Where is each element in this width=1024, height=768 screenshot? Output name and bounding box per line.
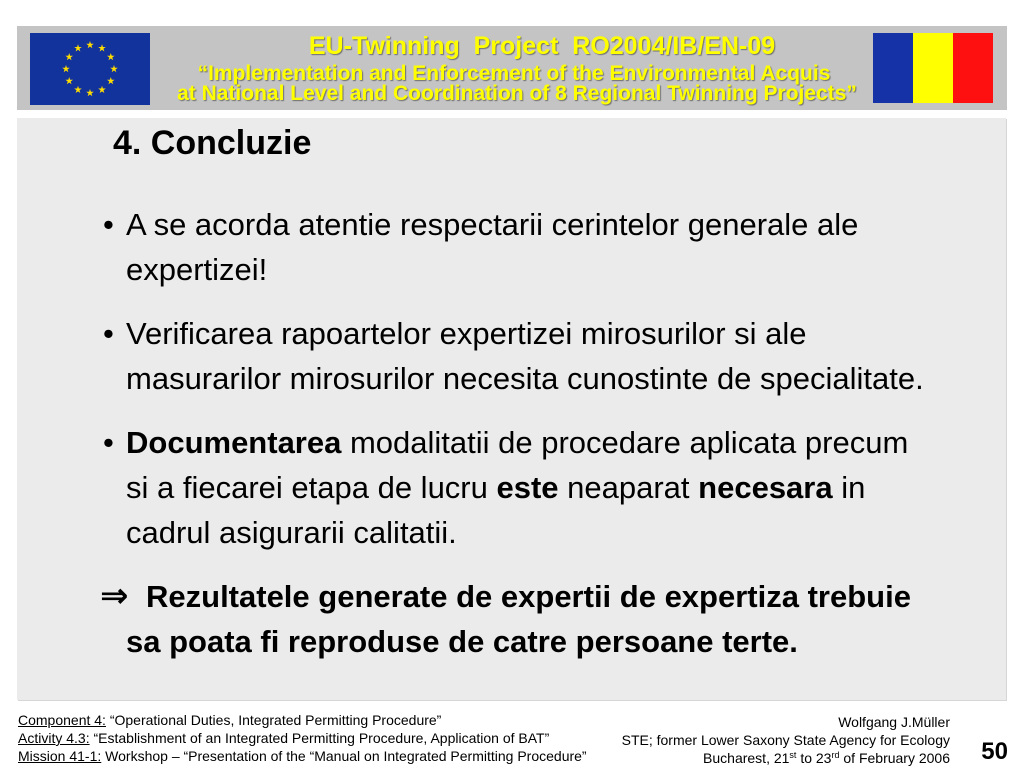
bullet-item — [17, 311, 1006, 401]
bullet-text: Rezultatele generate de expertii de expertiza trebuie — [146, 579, 911, 614]
bullet-emphasis: necesara — [698, 470, 833, 505]
footer-text: “Operational Duties, Integrated Permitting Procedure” — [105, 712, 442, 728]
footer-activity-info — [18, 711, 587, 765]
footer-label: Component 4: — [18, 712, 106, 728]
bullet-text: Verificarea rapoartelor expertizei mirosurilor si ale — [126, 316, 807, 351]
eu-flag-icon — [30, 33, 150, 105]
bullet-item — [17, 420, 1006, 555]
bullet-line — [126, 619, 1006, 664]
bullet-line — [126, 420, 1006, 465]
bullet-line — [126, 356, 1006, 401]
date-text: Bucharest, 21 — [703, 750, 790, 766]
date-ordinal: rd — [831, 750, 840, 760]
author-name: Wolfgang J.Müller — [838, 714, 950, 730]
romania-flag-icon — [873, 33, 993, 103]
bullet-text: modalitatii de procedare aplicata precum — [341, 425, 909, 460]
header-banner — [17, 26, 1007, 110]
bullet-marker: • — [103, 316, 114, 351]
date-text: of February 2006 — [839, 750, 950, 766]
project-subtitle-line-2: at National Level and Coordination of 8 Regional Twinning Projects” — [177, 82, 857, 105]
bullet-line — [126, 574, 1006, 619]
footer-component-line — [18, 711, 587, 729]
footer-mission-line — [18, 747, 587, 765]
flag-stripe-yellow — [913, 33, 953, 103]
bullet-emphasis: este — [496, 470, 559, 505]
flag-stripe-blue — [873, 33, 913, 103]
double-arrow-icon: ⇒ — [100, 576, 129, 616]
bullet-text: si a fiecarei etapa de lucru — [126, 470, 497, 505]
footer-text: “Establishment of an Integrated Permitting Procedure, Application of BAT” — [89, 730, 550, 746]
bullet-text: neaparat — [558, 470, 699, 505]
bullet-text: A se acorda atentie respectarii cerintelor generale ale — [126, 207, 859, 242]
bullet-emphasis: Documentarea — [126, 425, 342, 460]
date-ordinal: st — [789, 750, 797, 760]
event-date — [622, 749, 950, 767]
footer-author-info — [622, 713, 950, 767]
bullet-marker: • — [103, 207, 114, 242]
bullet-marker: • — [103, 425, 114, 460]
bullet-text: cadrul asigurarii calitatii. — [126, 515, 457, 550]
conclusion-item — [17, 574, 1006, 664]
author-affiliation: STE; former Lower Saxony State Agency for Ecology — [621, 732, 950, 748]
footer-text: Workshop – “Presentation of the “Manual on Integrated Permitting Procedure” — [101, 748, 587, 764]
date-text: to 23 — [796, 750, 832, 766]
bullet-text: in — [832, 470, 866, 505]
footer-activity-line — [18, 729, 587, 747]
bullet-line — [126, 202, 1006, 247]
bullet-line — [126, 465, 1006, 510]
project-title: EU-Twinning Project RO2004/IB/EN-09 — [308, 32, 776, 60]
bullet-text: masurarilor mirosurilor necesita cunostinte de specialitate. — [126, 361, 924, 396]
page-number: 50 — [981, 738, 1008, 765]
bullet-item — [17, 202, 1006, 292]
bullet-line — [126, 510, 1006, 555]
bullet-line — [126, 311, 1006, 356]
slide-title: 4. Concluzie — [113, 124, 312, 162]
footer-label: Activity 4.3: — [18, 730, 90, 746]
bullet-list — [17, 202, 1006, 683]
bullet-line — [126, 247, 1006, 292]
flag-stripe-red — [953, 33, 993, 103]
bullet-text: sa poata fi reproduse de catre persoane terte. — [126, 624, 798, 659]
footer-label: Mission 41-1: — [18, 748, 102, 764]
content-panel — [17, 118, 1006, 700]
project-subtitle-line-1: “Implementation and Enforcement of the Environmental Acquis — [197, 62, 831, 85]
bullet-text: expertizei! — [126, 252, 268, 287]
